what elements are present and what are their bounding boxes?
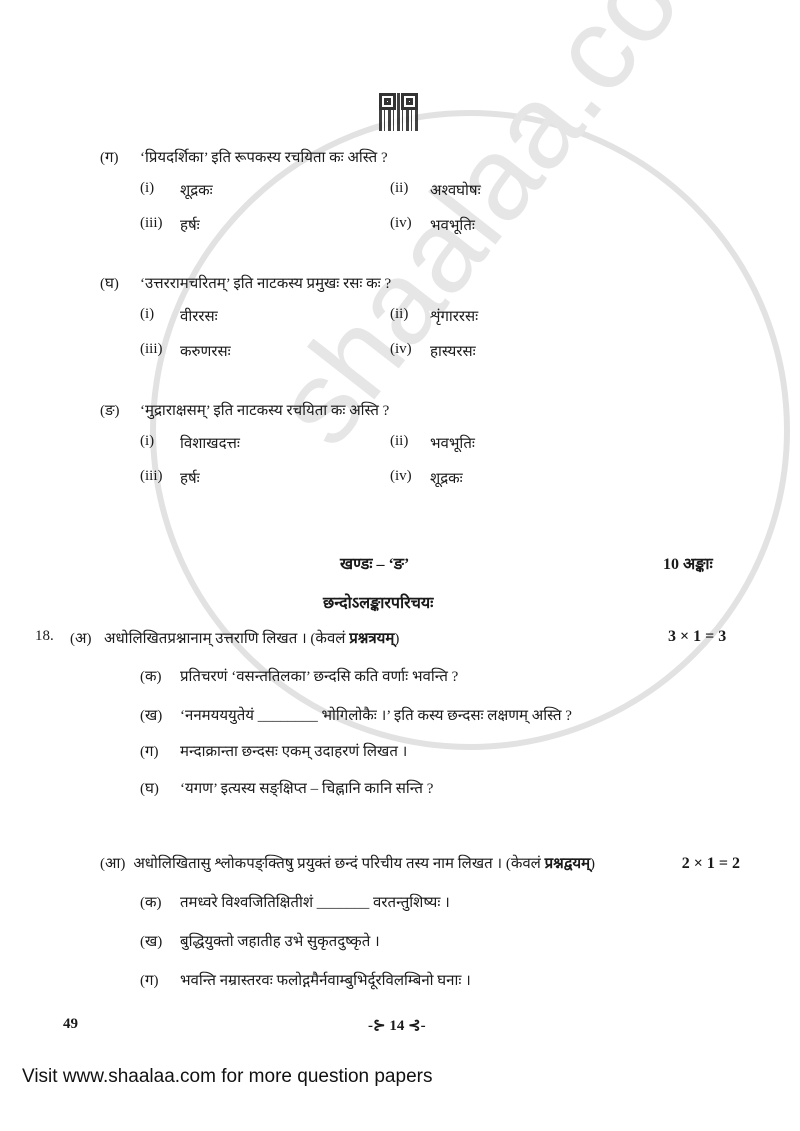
- q_nga-label: (ङ): [100, 403, 120, 419]
- q18b-row: [100, 854, 740, 874]
- option-text: भवभूतिः: [430, 218, 475, 234]
- option-label: (ii): [390, 180, 409, 196]
- option-label: (ii): [390, 433, 409, 449]
- option-label: (iv): [390, 215, 412, 231]
- item-text: मन्दाक्रान्ता छन्दसः एकम् उदाहरणं लिखत ।: [180, 744, 408, 760]
- option-label: (i): [140, 180, 155, 196]
- option-label: (iii): [140, 341, 163, 357]
- option-text: शृंगाररसः: [430, 309, 479, 325]
- footer-link[interactable]: Visit www.shaalaa.com for more question papers: [22, 1066, 433, 1087]
- option-text: हर्षः: [180, 471, 200, 487]
- q_gha-text: ‘उत्तररामचरितम्’ इति नाटकस्य प्रमुखः रसः कः ?: [140, 276, 392, 292]
- q18a-marks: 3 × 1 = 3: [668, 628, 727, 645]
- option-label: (iii): [140, 468, 163, 484]
- option-label: (ii): [390, 306, 409, 322]
- item-label: (ख): [140, 708, 163, 724]
- item-text: ‘यगण’ इत्यस्य सङ्क्षिप्त – चिह्नानि कानि सन्ति ?: [180, 781, 434, 797]
- item-text: प्रतिचरणं ‘वसन्ततिलका’ छन्दसि कति वर्णाः भवन्ति ?: [180, 669, 459, 685]
- option-label: (iv): [390, 341, 412, 357]
- item-text: भवन्ति नम्रास्तरवः फलोद्गमैर्नवाम्बुभिर्दूरविलम्बिनो घनाः ।: [180, 973, 471, 989]
- watermark-circle: [150, 110, 790, 750]
- q_gha-label: (घ): [100, 276, 119, 292]
- q18b-block: [100, 854, 740, 991]
- q_ga-label: (ग): [100, 150, 119, 166]
- option-text: विशाखदत्तः: [180, 436, 240, 452]
- item-text: तमध्वरे विश्वजितिक्षितीशं _______ वरतन्तुशिष्यः ।: [180, 895, 450, 911]
- option-text: हास्यरसः: [430, 344, 476, 360]
- item-label: (क): [140, 895, 162, 911]
- option-text: शूद्रकः: [180, 183, 213, 199]
- item-label: (ग): [140, 744, 159, 760]
- q_nga-text: ‘मुद्राराक्षसम्’ इति नाटकस्य रचयिता कः अस्ति ?: [140, 403, 390, 419]
- item-label: (ख): [140, 934, 163, 950]
- option-label: (iii): [140, 215, 163, 231]
- option-label: (i): [140, 433, 155, 449]
- item-label: (ग): [140, 973, 159, 989]
- section-title: खण्डः – ‘ङ’: [340, 556, 410, 573]
- list-item: [100, 932, 740, 952]
- list-item: [100, 893, 740, 913]
- q18b-marks: 2 × 1 = 2: [681, 855, 740, 872]
- option-text: भवभूतिः: [430, 436, 475, 452]
- item-text: ‘ननमयययुतेयं ________ भोगिलोकैः ।’ इति कस्य छन्दसः लक्षणम् अस्ति ?: [180, 708, 572, 724]
- q18b-text: अधोलिखितासु श्लोकपङ्क्तिषु प्रयुक्तं छन्दं परिचीय तस्य नाम लिखत । (केवलं प्रश्नद्वयम्): [133, 856, 596, 872]
- question-number: 18.: [35, 628, 54, 644]
- section-subtitle: छन्दोऽलङ्कारपरिचयः: [323, 595, 434, 612]
- q18a-label: (अ): [70, 631, 92, 647]
- qr-code: [379, 93, 418, 131]
- item-text: बुद्धियुक्तो जहातीह उभे सुकृतदुष्कृते ।: [180, 934, 380, 950]
- section-marks: 10 अङ्काः: [663, 556, 713, 573]
- option-label: (i): [140, 306, 155, 322]
- q_ga-text: ‘प्रियदर्शिका’ इति रूपकस्य रचयिता कः अस्ति ?: [140, 150, 388, 166]
- option-text: हर्षः: [180, 218, 200, 234]
- page-number: -⊱ 14 ⊰-: [368, 1018, 426, 1034]
- item-label: (क): [140, 669, 162, 685]
- option-text: करुणरसः: [180, 344, 231, 360]
- q18a-text: अधोलिखितप्रश्नानाम् उत्तराणि लिखत । (केवलं प्रश्नत्रयम्): [104, 631, 400, 647]
- option-text: वीररसः: [180, 309, 218, 325]
- option-label: (iv): [390, 468, 412, 484]
- option-text: अश्वघोषः: [430, 183, 481, 199]
- page-code: 49: [63, 1016, 78, 1032]
- option-text: शूद्रकः: [430, 471, 463, 487]
- list-item: [100, 971, 740, 991]
- item-label: (घ): [140, 781, 159, 797]
- q18b-label: (आ): [100, 856, 126, 872]
